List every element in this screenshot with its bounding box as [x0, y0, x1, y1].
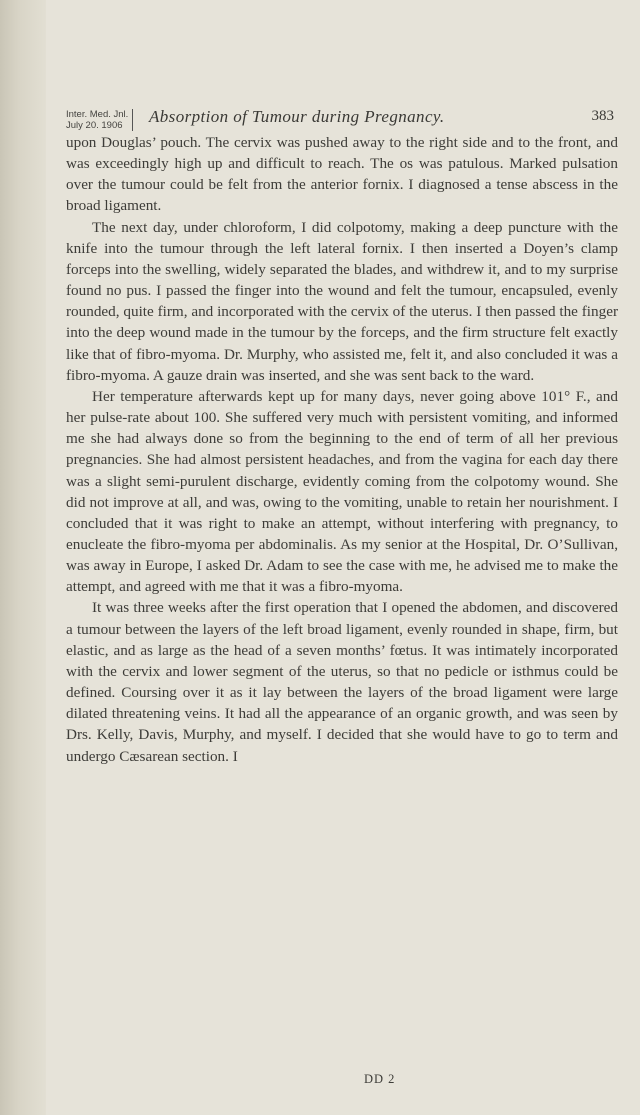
journal-name: Inter. Med. Jnl. — [66, 109, 129, 120]
journal-reference — [66, 109, 133, 131]
signature-mark: DD 2 — [364, 1072, 396, 1086]
paragraph-4: It was three weeks after the first operation that I opened the abdomen, and discovered a tumour between the layers of the left broad ligament, evenly rounded in shape, firm, but elastic, and as large as the head of a seven months’ fœtus. It was intimately incorporated with the cervix and lower segment of the uterus, so that no pedicle or isthmus could be defined. Coursing over it as it lay between the layers of the broad ligament were large dilated threatening veins. It had all the appearance of an organic growth, and was seen by Drs. Kelly, Davis, Murphy, and myself. I decided that she would have to go to term and undergo Cæsarean section. I — [66, 599, 618, 765]
paragraph-1: upon Douglas’ pouch. The cervix was pushed away to the right side and to the front, and was exceedingly high up and difficult to reach. The os was patulous. Marked pulsation over the tumour could be felt from the anterior fornix. I diagnosed a tense abscess in the broad ligament. — [66, 134, 618, 215]
body-text — [66, 132, 618, 767]
page-number: 383 — [591, 108, 614, 124]
book-gutter — [0, 0, 46, 1115]
document-page — [46, 0, 640, 1115]
paragraph-3: Her temperature afterwards kept up for many days, never going above 101° F., and her pulse-rate about 100. She suffered very much with persistent vomiting, and informed me she had always done so from the beginning to the end of term of all her previous pregnancies. She had almost persistent headaches, and from the vagina for each day there was a slight semi-purulent discharge, evidently coming from the colpotomy wound. She did not improve at all, and was, owing to the vomiting, unable to retain her nourishment. I concluded that it was right to make an attempt, without interfering with pregnancy, to enucleate the fibro-myoma per abdominalis. As my senior at the Hospital, Dr. O’Sullivan, was away in Europe, I asked Dr. Adam to see the case with me, he advised me to make the attempt, and agreed with me that it was a fibro-myoma. — [66, 387, 618, 596]
journal-date: July 20. 1906 — [66, 120, 123, 131]
paragraph-2: The next day, under chloroform, I did colpotomy, making a deep puncture with the knife into the tumour through the left lateral fornix. I then inserted a Doyen’s clamp forceps into the swelling, widely separated the blades, and withdrew it, and to my surprise found no pus. I passed the finger into the wound and felt the tumour, encapsuled, evenly rounded, quite firm, and incorporated with the cervix of the uterus. I then passed the finger into the deep wound made in the tumour by the forceps, and the firm structure felt exactly like that of fibro-myoma. Dr. Murphy, who assisted me, felt it, and also concluded it was a fibro-myoma. A gauze drain was inserted, and she was sent back to the ward. — [66, 218, 618, 384]
running-title: Absorption of Tumour during Pregnancy. — [149, 107, 445, 126]
